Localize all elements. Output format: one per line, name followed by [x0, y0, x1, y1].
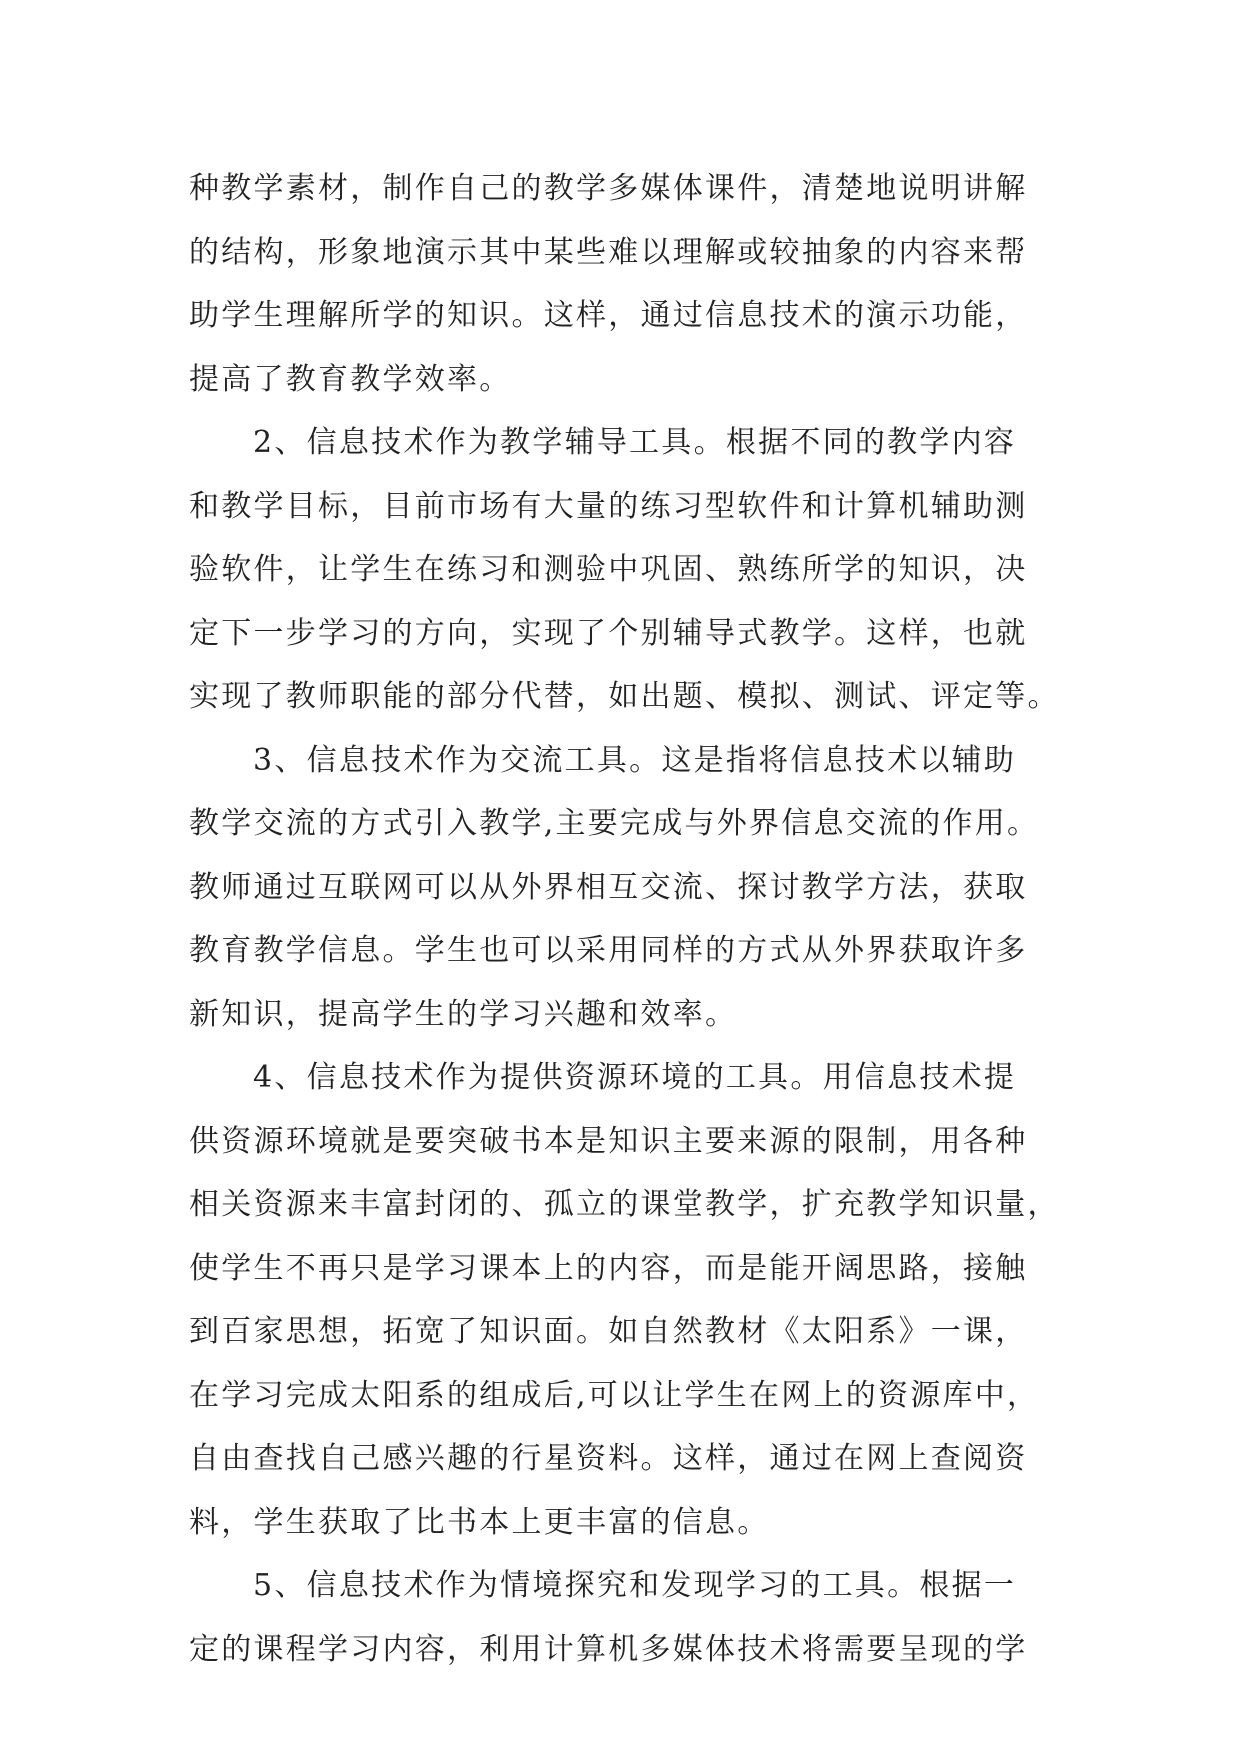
paragraph-continued: [189, 157, 1241, 411]
paragraph-item-5: [189, 1554, 1241, 1681]
text-line: 教学交流的方式引入教学,主要完成与外界信息交流的作用。: [189, 806, 1040, 841]
text-line: 定的课程学习内容，利用计算机多媒体技术将需要呈现的学: [189, 1631, 1028, 1667]
text-line: 自由查找自己感兴趣的行星资料。这样，通过在网上查阅资: [189, 1441, 1028, 1476]
text-line: 供资源环境就是要突破书本是知识主要来源的限制，用各种: [189, 1123, 1028, 1159]
paragraph-item-4: [189, 1046, 1241, 1554]
paragraph-item-3: [189, 729, 1241, 1047]
text-line: 种教学素材，制作自己的教学多媒体课件，清楚地说明讲解: [189, 171, 1028, 206]
text-line: 到百家思想，拓宽了知识面。如自然教材《太阳系》一课，: [189, 1314, 1028, 1349]
text-line: 教师通过互联网可以从外界相互交流、探讨教学方法，获取: [189, 869, 1028, 905]
text-line: 2、信息技术作为教学辅导工具。根据不同的教学内容: [253, 425, 1017, 460]
text-line: 新知识，提高学生的学习兴趣和效率。: [189, 996, 738, 1032]
text-line: 5、信息技术作为情境探究和发现学习的工具。根据一: [253, 1568, 1017, 1603]
text-line: 使学生不再只是学习课本上的内容，而是能开阔思路，接触: [189, 1250, 1028, 1286]
text-line: 验软件，让学生在练习和测验中巩固、熟练所学的知识，决: [189, 552, 1028, 587]
document-body: [189, 157, 1241, 1681]
text-line: 料，学生获取了比书本上更丰富的信息。: [189, 1504, 770, 1540]
text-line: 实现了教师职能的部分代替，如出题、模拟、测试、评定等。: [189, 679, 1060, 714]
text-line: 定下一步学习的方向，实现了个别辅导式教学。这样，也就: [189, 615, 1028, 651]
text-line: 和教学目标，目前市场有大量的练习型软件和计算机辅助测: [189, 488, 1028, 524]
text-line: 助学生理解所学的知识。这样，通过信息技术的演示功能，: [189, 298, 1028, 333]
text-line: 教育教学信息。学生也可以采用同样的方式从外界获取许多: [189, 933, 1028, 968]
text-line: 提高了教育教学效率。: [189, 361, 512, 397]
text-line: 在学习完成太阳系的组成后,可以让学生在网上的资源库中，: [189, 1377, 1040, 1413]
text-line: 3、信息技术作为交流工具。这是指将信息技术以辅助: [253, 742, 1017, 778]
text-line: 相关资源来丰富封闭的、孤立的课堂教学，扩充教学知识量，: [189, 1187, 1060, 1222]
paragraph-item-2: [189, 411, 1241, 729]
text-line: 4、信息技术作为提供资源环境的工具。用信息技术提: [253, 1060, 1017, 1095]
text-line: 的结构，形象地演示其中某些难以理解或较抽象的内容来帮: [189, 234, 1028, 270]
